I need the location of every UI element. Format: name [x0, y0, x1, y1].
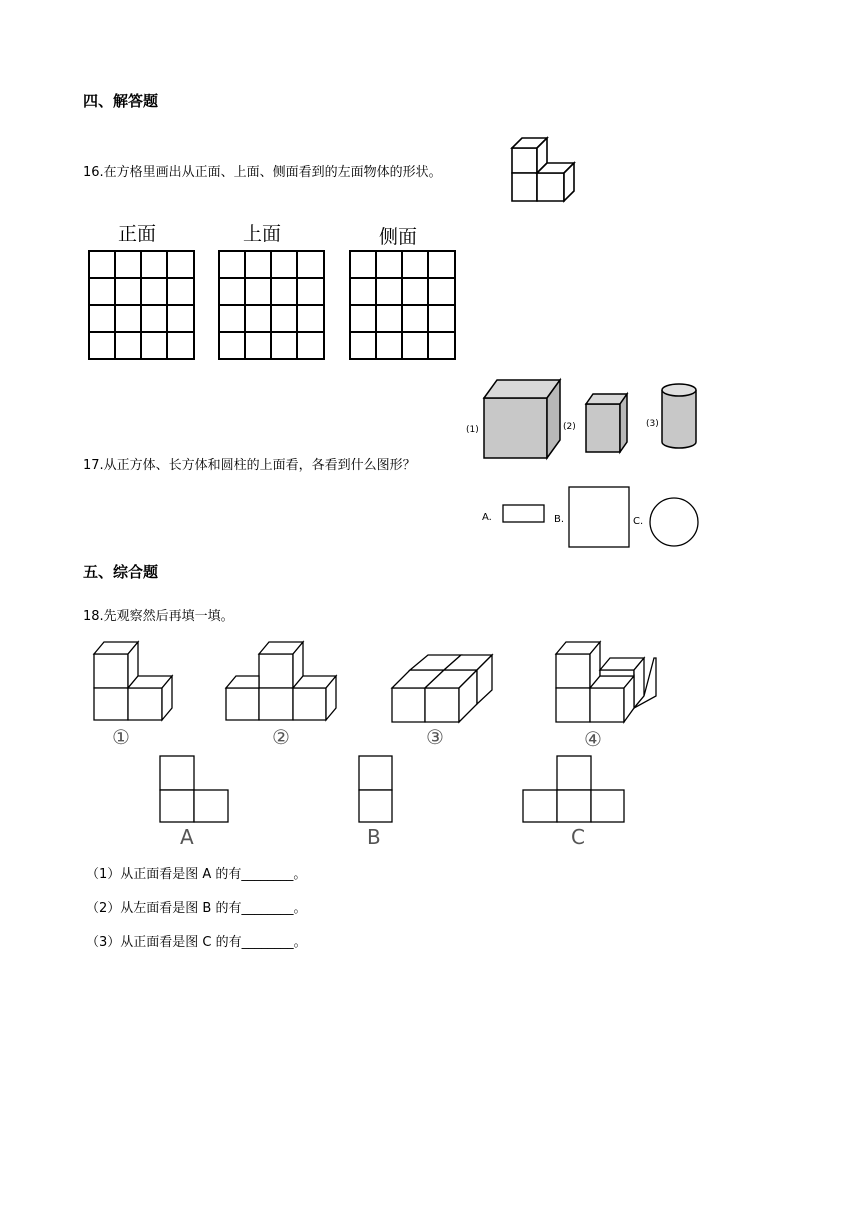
fill-line-2: （2）从左面看是图 B 的有________。: [86, 901, 307, 916]
q18-figure-2: [222, 632, 350, 750]
figure-label-4: ④: [584, 727, 602, 751]
grid-label-side: 侧面: [379, 226, 418, 248]
view-c-figure: [521, 754, 627, 850]
q16-cube-figure: [505, 133, 585, 205]
q18-figure-1: [88, 632, 188, 750]
q17-solids-figure: [462, 376, 702, 462]
grid-label-front: 正面: [118, 223, 157, 245]
section-4-heading: 四、解答题: [83, 92, 159, 110]
solid-label-2: (2): [563, 422, 576, 432]
fill-line-3: （3）从正面看是图 C 的有________。: [86, 935, 307, 950]
fill-line-1: （1）从正面看是图 A 的有________。: [86, 867, 307, 882]
q17-options-figure: [480, 484, 702, 550]
drawing-grid-top[interactable]: [218, 250, 325, 360]
view-a-figure: [158, 754, 230, 850]
option-label-a: A.: [482, 512, 492, 523]
question-16-text: 16.在方格里画出从正面、上面、侧面看到的左面物体的形状。: [83, 165, 442, 180]
solid-label-1: (1): [466, 425, 479, 435]
question-18-text: 18.先观察然后再填一填。: [83, 609, 234, 624]
drawing-grid-side[interactable]: [349, 250, 456, 360]
option-label-b: B.: [554, 514, 565, 525]
figure-label-2: ②: [272, 725, 290, 749]
grid-label-top: 上面: [243, 223, 282, 245]
drawing-grid-front[interactable]: [88, 250, 195, 360]
q18-figure-4: [550, 632, 662, 750]
solid-label-3: (3): [646, 419, 659, 429]
section-5-heading: 五、综合题: [83, 563, 159, 581]
view-b-figure: [356, 754, 396, 850]
view-label-b: B: [367, 825, 381, 849]
figure-label-1: ①: [112, 725, 130, 749]
q18-figure-3: [388, 650, 496, 750]
question-17-text: 17.从正方体、长方体和圆柱的上面看，各看到什么图形？: [83, 458, 416, 473]
option-label-c: C.: [633, 516, 644, 527]
view-label-a: A: [180, 825, 194, 849]
figure-label-3: ③: [426, 725, 444, 749]
view-label-c: C: [571, 825, 585, 849]
